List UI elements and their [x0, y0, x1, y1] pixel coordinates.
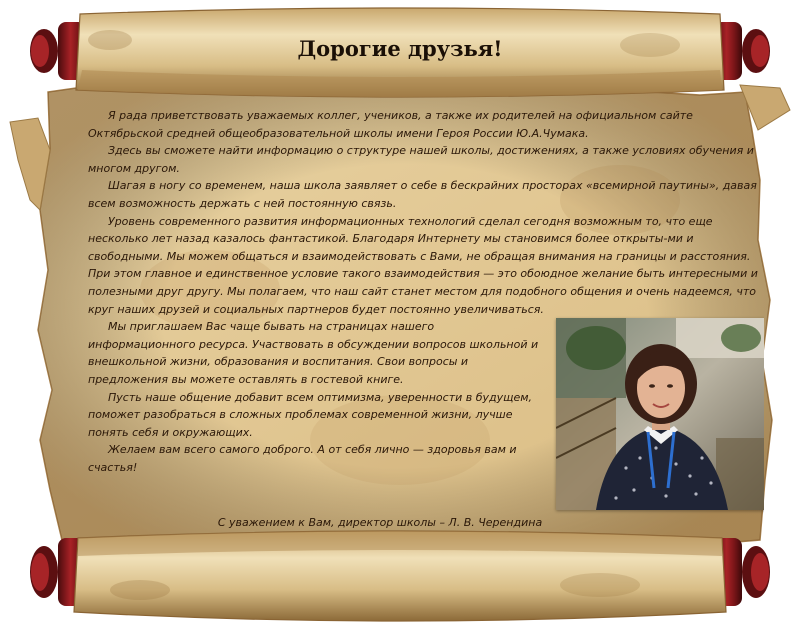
- letter-paragraph-3: Шагая в ногу со временем, наша школа заявляет о себе в бескрайних просторах «всемирной паутины», давая всем возможность держать с ней постоянную связь.: [88, 179, 757, 210]
- bottom-scroll-roller: [30, 531, 770, 621]
- letter-paragraph-4: Уровень современного развития информационных технологий сделал сегодня возможным то, что еще несколько лет назад казалось фантастикой. Благодаря Интернету мы становимся более открыты-ми и свободными. Мы можем общаться и взаимодействовать с Вами, не обращая внимания на границы и расстояния. При этом главное и единственное условие такого взаимодействия — это обоюдное желание быть интересными и полезными друг другу. Мы полагаем, что наш сайт станет местом для подобного общения и очень надеемся, что круг наших друзей и социальных партнеров будет постоянно увеличиваться.: [88, 214, 758, 316]
- letter-paragraph-2: Здесь вы сможете найти информацию о структуре нашей школы, достижениях, а также условиях обучения и многом другом.: [88, 144, 754, 175]
- letter-paragraph-5: Мы приглашаем Вас чаще бывать на страницах нашего информационного ресурса. Участвовать в обсуждении вопросов школьной и внешкольной жизни, образования и воспитания. Свои вопросы и предложения вы можете оставлять в гостевой книге.: [88, 320, 539, 386]
- letter-paragraph-1: Я рада приветствовать уважаемых коллег, учеников, а также их родителей на официальном сайте Октябрьской средней общеобразовательной школы имени Героя России Ю.А.Чумака.: [88, 109, 693, 140]
- letter-title: Дорогие друзья!: [297, 36, 503, 61]
- director-photo: [556, 318, 764, 510]
- letter-paragraph-6: Пусть наше общение добавит всем оптимизма, уверенности в будущем, поможет разобраться в сложных проблемах современной жизни, лучше понять себя и окружающих.: [88, 390, 533, 439]
- letter-paragraph-7: Желаем вам всего самого доброго. А от себя лично — здоровья вам и счастья!: [88, 443, 517, 474]
- director-signature: С уважением к Вам, директор школы – Л. В. Черендина: [217, 516, 543, 529]
- letter-body: [88, 107, 764, 527]
